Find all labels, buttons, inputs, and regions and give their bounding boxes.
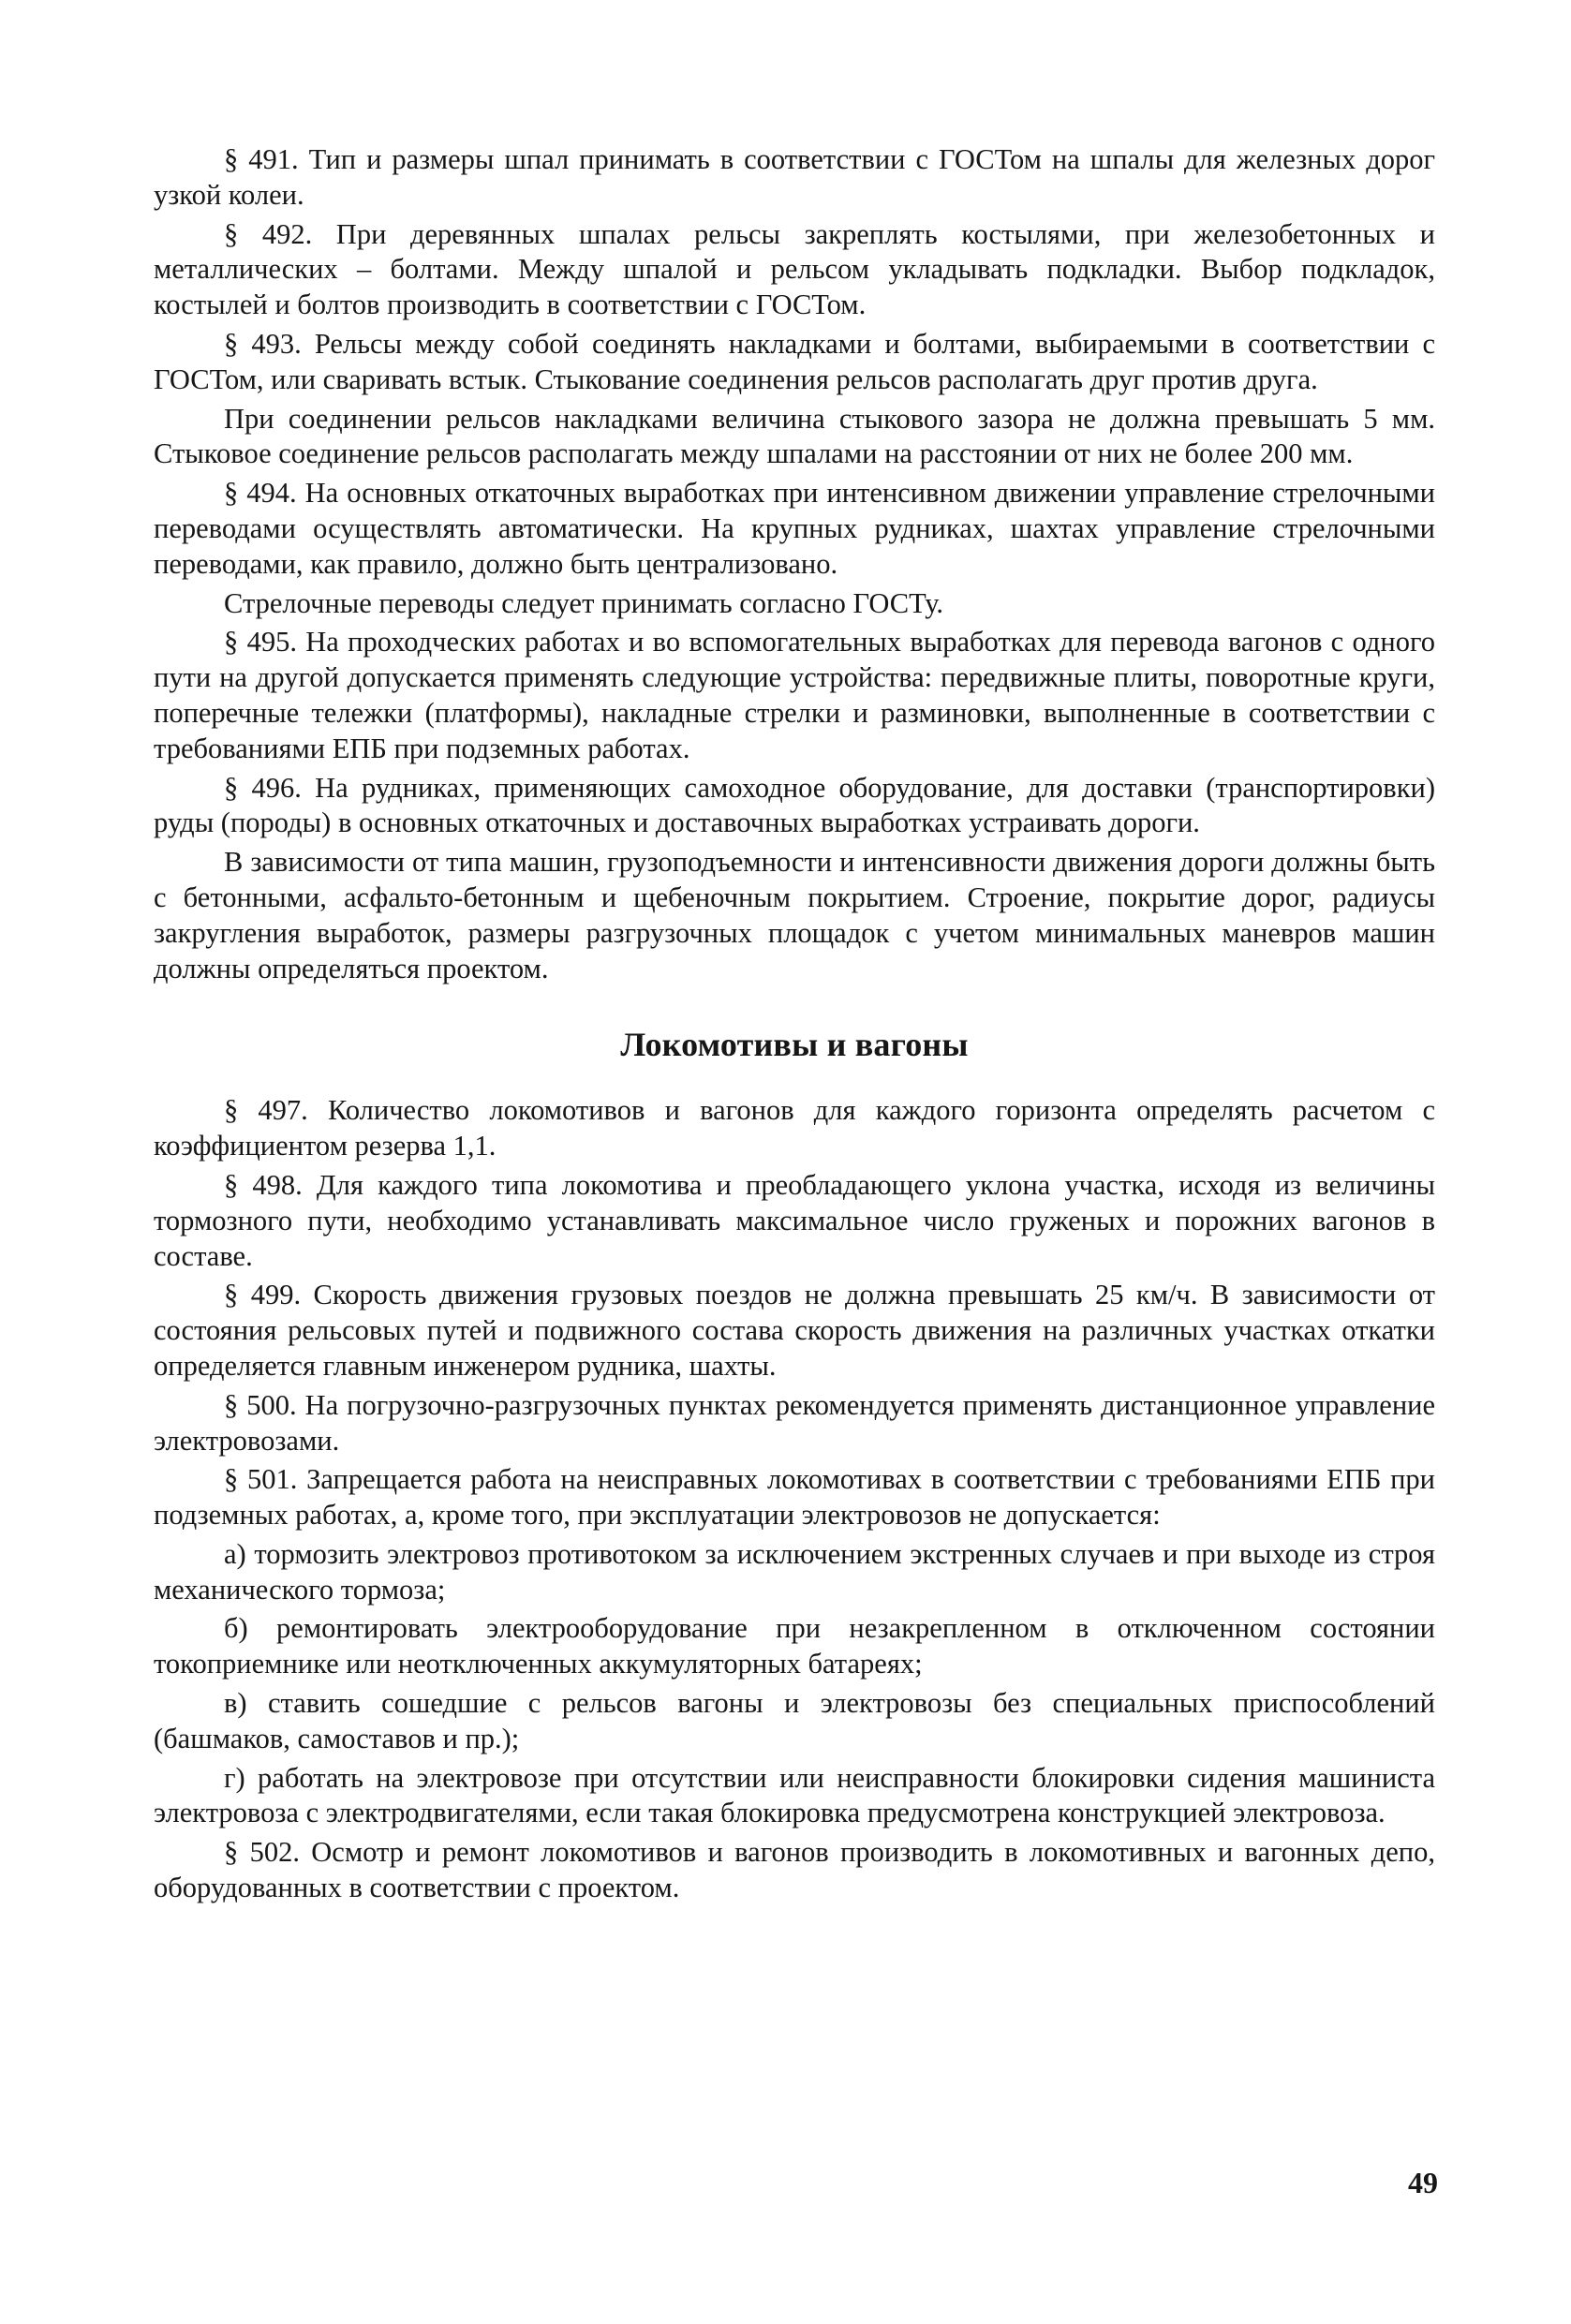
paragraph-496-roads: В зависимости от типа машин, грузоподъемности и интенсивности движения дороги должны быть с бетонными, асфальто-бетонным и щебеночным покрытием. Строение, покрытие дорог, радиусы закругления выработок, размеры разгрузочных площадок с учетом минимальных маневров машин должны определяться проектом. (154, 846, 1435, 984)
paragraph-502: § 502. Осмотр и ремонт локомотивов и вагонов производить в локомотивных и вагонных депо, оборудованных в соответствии с проектом. (154, 1836, 1435, 1904)
paragraph-495: § 495. На проходческих работах и во вспомогательных выработках для перевода вагонов с одного пути на другой допускается применять следующие устройства: передвижные плиты, поворотные круги, поперечные тележки (платформы), накладные стрелки и разминовки, выполненные в соответствии с требованиями ЕПБ при подземных работах. (154, 626, 1435, 764)
paragraph-494: § 494. На основных откаточных выработках при интенсивном движении управление стрелочными переводами осуществлять автоматически. На крупных рудниках, шахтах управление стрелочными переводами, как правило, должно быть централизовано. (154, 477, 1435, 580)
list-item-b: б) ремонтировать электрооборудование при незакрепленном в отключенном состоянии токоприемнике или неотключенных аккумуляторных батареях; (154, 1612, 1435, 1680)
section-heading: Локомотивы и вагоны (620, 1026, 969, 1064)
paragraph-494-switches: Стрелочные переводы следует принимать согласно ГОСТу. (224, 586, 944, 619)
paragraph-492: § 492. При деревянных шпалах рельсы закреплять костылями, при железобетонных и металлических – болтами. Между шпалой и рельсом укладывать подкладки. Выбор подкладок, костылей и болтов производить в соответствии с ГОСТом. (154, 217, 1435, 321)
paragraph-501: § 501. Запрещается работа на неисправных локомотивах в соответствии с требованиями ЕПБ при подземных работах, а, кроме того, при эксплуатации электровозов не допускается: (154, 1463, 1435, 1532)
page-body (154, 142, 1435, 1910)
list-item-v: в) ставить сошедшие с рельсов вагоны и электровозы без специальных приспособлений (башмаков, самоставов и пр.); (154, 1687, 1435, 1754)
paragraph-493-joint-gap: При соединении рельсов накладками величина стыкового зазора не должна превышать 5 мм. Стыковое соединение рельсов располагать между шпалами на расстоянии от них не более 200 мм. (154, 402, 1435, 470)
page-number: 49 (1408, 2166, 1438, 2199)
paragraph-496: § 496. На рудниках, применяющих самоходное оборудование, для доставки (транспортировки) руды (породы) в основных откаточных и доставочных выработках устраивать дороги. (154, 771, 1435, 839)
list-item-g: г) работать на электровозе при отсутствии или неисправности блокировки сидения машиниста электровоза с электродвигателями, если такая блокировка предусмотрена конструкцией электровоза. (154, 1761, 1435, 1829)
paragraph-499: § 499. Скорость движения грузовых поездов не должна превышать 25 км/ч. В зависимости от состояния рельсовых путей и подвижного состава скорость движения на различных участках откатки определяется главным инженером рудника, шахты. (154, 1279, 1435, 1382)
paragraph-493: § 493. Рельсы между собой соединять накладками и болтами, выбираемыми в соответствии с ГОСТом, или сваривать встык. Стыкование соединения рельсов располагать друг против друга. (154, 327, 1435, 395)
paragraph-500: § 500. На погрузочно-разгрузочных пунктах рекомендуется применять дистанционное управление электровозами. (154, 1388, 1435, 1457)
paragraph-491: § 491. Тип и размеры шпал принимать в соответствии с ГОСТом на шпалы для железных дорог узкой колеи. (154, 143, 1435, 211)
list-item-a: а) тормозить электровоз противотоком за исключением экстренных случаев и при выходе из строя механического тормоза; (154, 1537, 1435, 1606)
paragraph-497: § 497. Количество локомотивов и вагонов для каждого горизонта определять расчетом с коэффициентом резерва 1,1. (154, 1094, 1435, 1162)
paragraph-498: § 498. Для каждого типа локомотива и преобладающего уклона участка, исходя из величины тормозного пути, необходимо устанавливать максимальное число груженых и порожних вагонов в составе. (154, 1168, 1435, 1272)
